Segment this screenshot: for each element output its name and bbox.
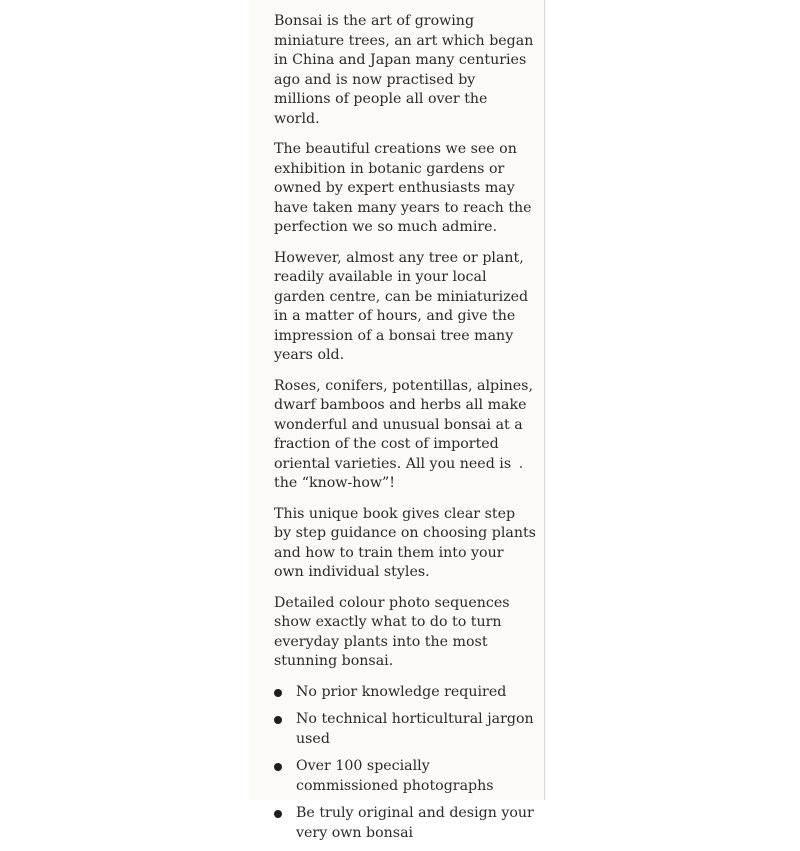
list-item <box>274 683 536 703</box>
paragraph-plants: Roses, conifers, potentillas, alpines, dwarf bamboos and herbs all make wonderful and unusual bonsai at a fraction of the cost of imported oriental varieties. All you need is the “know-how”! <box>274 377 533 491</box>
list-item-text: No prior knowledge required <box>296 683 507 700</box>
bullet-dot-icon <box>274 810 282 818</box>
paragraph-photos: Detailed colour photo sequences show exactly what to do to turn everyday plants into the most stunning bonsai. <box>274 594 510 669</box>
list-item <box>274 804 536 843</box>
paragraph-creations: The beautiful creations we see on exhibition in botanic gardens or owned by expert enthusiasts may have taken many years to reach the perfection we so much admire. <box>274 141 532 235</box>
bullet-dot-icon <box>274 763 282 771</box>
list-item-text: Over 100 specially commissioned photographs <box>296 758 494 794</box>
list-item-text: Be truly original and design your very own bonsai <box>296 805 534 841</box>
paragraph-guidance: This unique book gives clear step by step guidance on choosing plants and how to train them into your own individual styles. <box>274 505 536 580</box>
bullet-dot-icon <box>274 689 282 697</box>
flap-edge-divider <box>544 0 545 800</box>
list-item-text: No technical horticultural jargon used <box>296 711 534 747</box>
list-item <box>274 710 536 749</box>
bullet-dot-icon <box>274 716 282 724</box>
blurb-text <box>274 12 536 851</box>
list-item <box>274 757 536 796</box>
paragraph-miniaturize: However, almost any tree or plant, readily available in your local garden centre, can be miniaturized in a matter of hours, and give the impression of a bonsai tree many years old. <box>274 249 529 363</box>
paragraph-intro: Bonsai is the art of growing miniature trees, an art which began in China and Japan many centuries ago and is now practised by millions of people all over the world. <box>274 13 534 127</box>
feature-list <box>274 683 536 844</box>
